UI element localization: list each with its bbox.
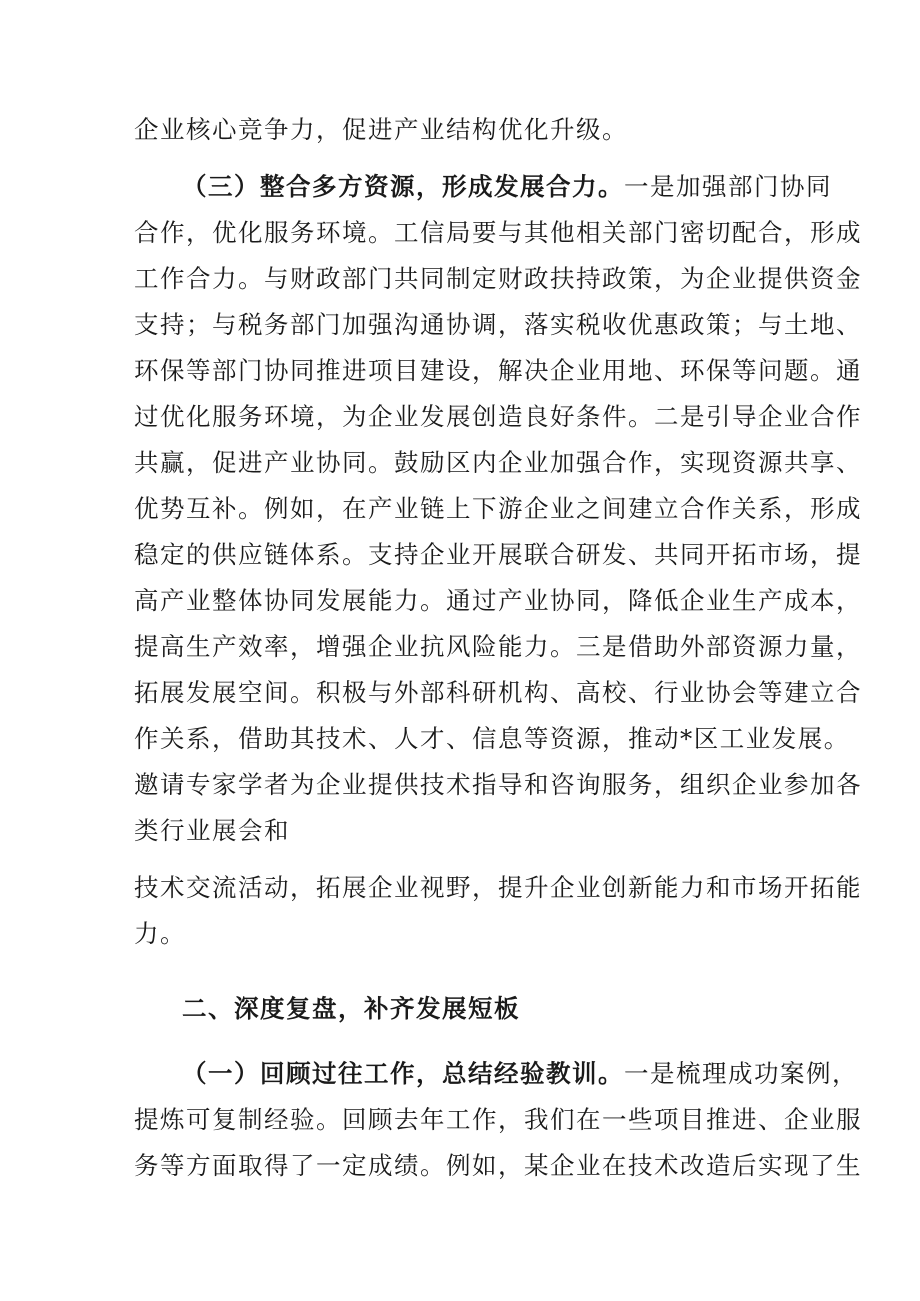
- text-line: 稳定的供应链体系。支持企业开展联合研发、共同开拓市场，提: [134, 540, 862, 569]
- text-line: 环保等部门协同推进项目建设，解决企业用地、环保等问题。通: [134, 356, 862, 385]
- text-line: 共赢，促进产业协同。鼓励区内企业加强合作，实现资源共享、: [134, 448, 862, 477]
- text-line: 优势互补。例如，在产业链上下游企业之间建立合作关系，形成: [134, 494, 862, 523]
- paragraph-text: 一是加强部门协同: [624, 172, 832, 201]
- text-line: 力。: [134, 919, 186, 948]
- text-line: 工作合力。与财政部门共同制定财政扶持政策，为企业提供资金: [134, 264, 862, 293]
- text-line: 支持；与税务部门加强沟通协调，落实税收优惠政策；与土地、: [134, 310, 862, 339]
- text-line: 作关系，借助其技术、人才、信息等资源，推动*区工业发展。: [134, 724, 850, 753]
- text-line: 拓展发展空间。积极与外部科研机构、高校、行业协会等建立合: [134, 678, 862, 707]
- text-line: 企业核心竞争力，促进产业结构优化升级。: [134, 115, 628, 144]
- text-line: 邀请专家学者为企业提供技术指导和咨询服务，组织企业参加各: [134, 770, 862, 799]
- paragraph-heading: （三）整合多方资源，形成发展合力。: [182, 172, 624, 201]
- paragraph-first-line: [182, 1058, 858, 1090]
- text-line: 过优化服务环境，为企业发展创造良好条件。二是引导企业合作: [134, 402, 862, 431]
- text-line: 技术交流活动，拓展企业视野，提升企业创新能力和市场开拓能: [134, 873, 862, 902]
- paragraph-text: 一是梳理成功案例，: [624, 1059, 858, 1088]
- text-line: 类行业展会和: [134, 816, 290, 845]
- text-line: 高产业整体协同发展能力。通过产业协同，降低企业生产成本，: [134, 586, 862, 615]
- text-line: 合作，优化服务环境。工信局要与其他相关部门密切配合，形成: [134, 218, 862, 247]
- text-line: 提高生产效率，增强企业抗风险能力。三是借助外部资源力量，: [134, 632, 862, 661]
- text-line: 务等方面取得了一定成绩。例如，某企业在技术改造后实现了生: [134, 1151, 862, 1180]
- paragraph-heading: （一）回顾过往工作，总结经验教训。: [182, 1059, 624, 1088]
- paragraph-first-line: [182, 171, 832, 203]
- section-heading: 二、深度复盘，补齐发展短板: [182, 994, 520, 1023]
- text-line: 提炼可复制经验。回顾去年工作，我们在一些项目推进、企业服: [134, 1105, 862, 1134]
